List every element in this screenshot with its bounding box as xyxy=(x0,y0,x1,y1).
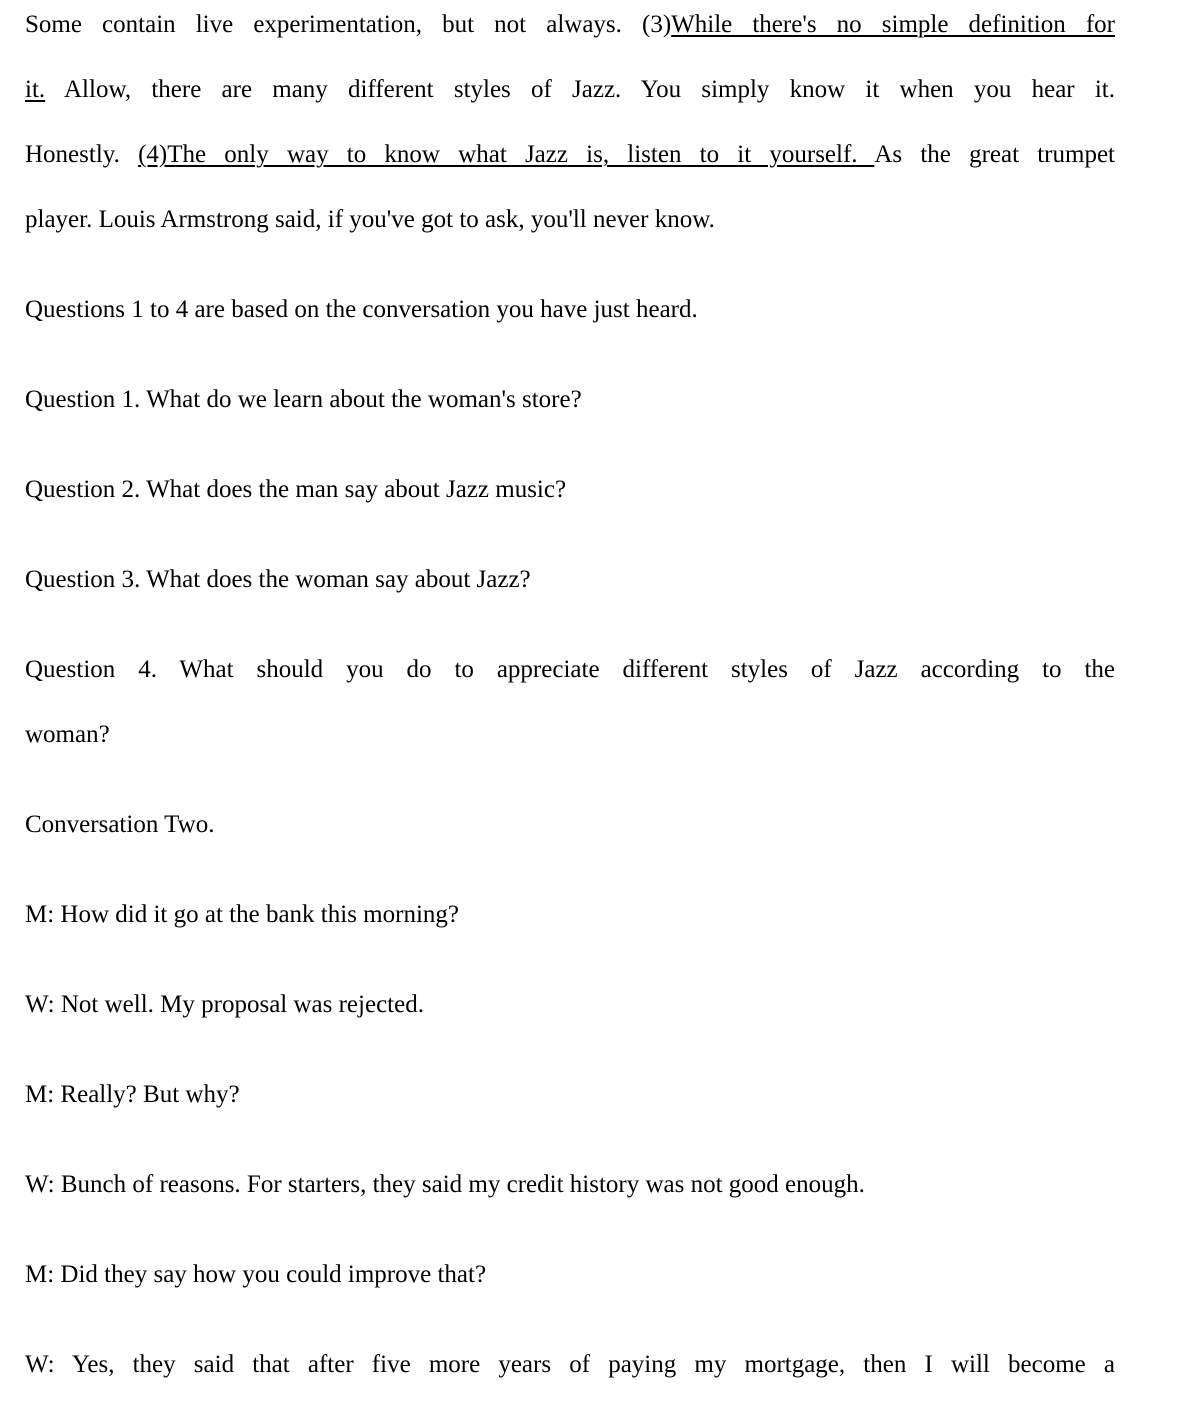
dialogue-line: W: Not well. My proposal was rejected. xyxy=(25,991,424,1018)
dialogue-line: M: Did they say how you could improve that? xyxy=(25,1261,487,1288)
passage-line-3 xyxy=(25,122,1115,187)
dialogue-line: M: How did it go at the bank this morning? xyxy=(25,901,459,928)
passage-text: Allow, there are many different styles of Jazz. You simply know it when you hear it. xyxy=(45,76,1115,103)
dialogue-line: W: Yes, they said that after five more years of paying my mortgage, then I will become a xyxy=(25,1351,1115,1378)
question-2: Question 2. What does the man say about Jazz music? xyxy=(25,476,567,503)
dialogue-line: M: Really? But why? xyxy=(25,1081,240,1108)
question-3: Question 3. What does the woman say about Jazz? xyxy=(25,566,531,593)
passage-line-1 xyxy=(25,0,1115,57)
underlined-answer-3: While there's no simple definition for xyxy=(671,11,1115,38)
underlined-answer-4: (4)The only way to know what Jazz is, listen to it yourself. xyxy=(138,141,875,168)
question-4-line-1: Question 4. What should you do to appreciate different styles of Jazz according to the xyxy=(25,656,1115,683)
question-1: Question 1. What do we learn about the woman's store? xyxy=(25,386,582,413)
passage-line-4: player. Louis Armstrong said, if you've got to ask, you'll never know. xyxy=(25,206,715,233)
passage-line-2 xyxy=(25,57,1115,122)
dialogue-line: W: Bunch of reasons. For starters, they said my credit history was not good enough. xyxy=(25,1171,865,1198)
question-4-line-2: woman? xyxy=(25,721,110,748)
questions-intro: Questions 1 to 4 are based on the conversation you have just heard. xyxy=(25,296,698,323)
passage-text: Some contain live experimentation, but not always. (3) xyxy=(25,11,672,38)
passage-text: As the great trumpet xyxy=(874,141,1115,168)
passage-text: Honestly. xyxy=(25,141,139,168)
conversation-heading: Conversation Two. xyxy=(25,811,215,838)
underlined-answer-3-end: it. xyxy=(25,76,46,103)
